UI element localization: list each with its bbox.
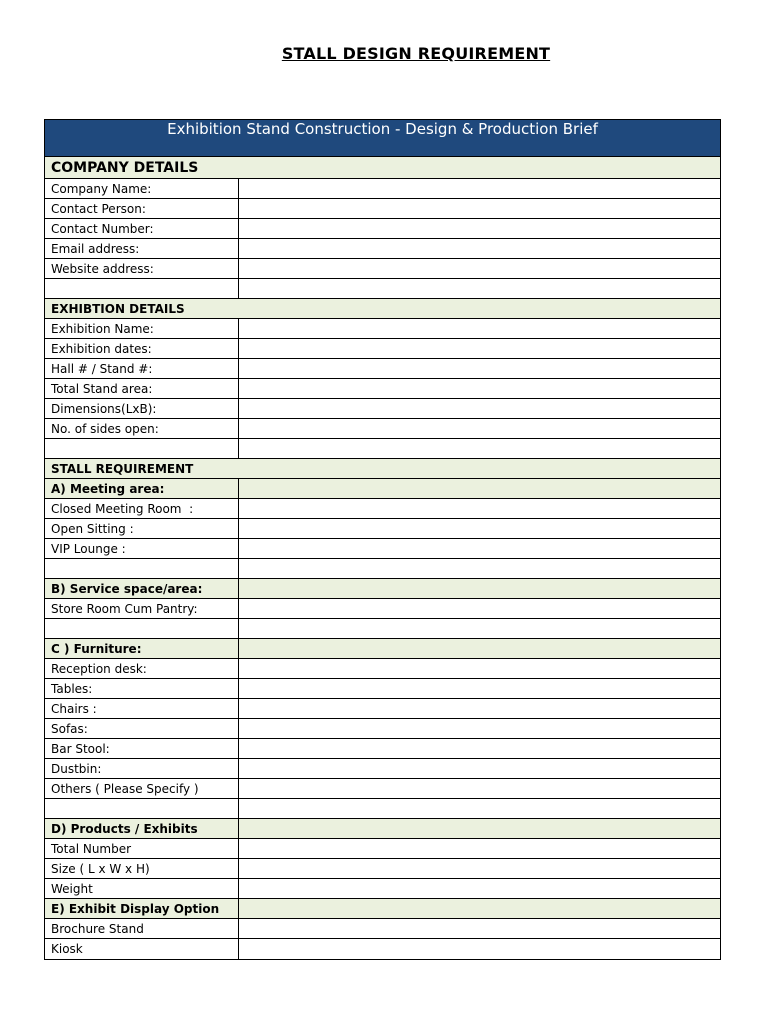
field-label: Closed Meeting Room :: [45, 499, 239, 518]
field-value-cell[interactable]: [239, 339, 720, 358]
field-value-cell[interactable]: [239, 359, 720, 378]
document-title: STALL DESIGN REQUIREMENT: [281, 44, 551, 63]
field-value-cell[interactable]: [239, 919, 720, 938]
field-label: Website address:: [45, 259, 239, 278]
form-field-row: [45, 359, 720, 379]
field-label: Tables:: [45, 679, 239, 698]
field-label: [45, 619, 239, 638]
form-field-row: [45, 659, 720, 679]
field-label: [45, 279, 239, 298]
form-rows: [45, 157, 720, 959]
form-field-row: [45, 379, 720, 399]
field-value-cell: [239, 819, 720, 838]
form-field-row: [45, 799, 720, 819]
field-value-cell[interactable]: [239, 619, 720, 638]
form-field-row: [45, 279, 720, 299]
field-value-cell[interactable]: [239, 499, 720, 518]
field-label: Sofas:: [45, 719, 239, 738]
field-value-cell[interactable]: [239, 279, 720, 298]
section-header-row: [45, 819, 720, 839]
section-heading: STALL REQUIREMENT: [51, 461, 194, 476]
form-field-row: [45, 839, 720, 859]
section-header-row: [45, 459, 720, 479]
field-value-cell[interactable]: [239, 559, 720, 578]
section-header-row: [45, 157, 720, 179]
form-field-row: [45, 179, 720, 199]
field-value-cell[interactable]: [239, 259, 720, 278]
field-value-cell[interactable]: [239, 779, 720, 798]
field-value-cell[interactable]: [239, 439, 720, 458]
form-field-row: [45, 919, 720, 939]
field-value-cell[interactable]: [239, 379, 720, 398]
section-header-row: [45, 579, 720, 599]
field-value-cell[interactable]: [239, 719, 720, 738]
field-label: Weight: [45, 879, 239, 898]
form-field-row: [45, 739, 720, 759]
section-heading: B) Service space/area:: [45, 579, 239, 598]
field-label: Total Stand area:: [45, 379, 239, 398]
section-header-row: [45, 479, 720, 499]
field-label: Dustbin:: [45, 759, 239, 778]
field-value-cell: [239, 579, 720, 598]
field-label: Brochure Stand: [45, 919, 239, 938]
field-value-cell: [239, 899, 720, 918]
field-value-cell[interactable]: [239, 399, 720, 418]
field-value-cell[interactable]: [239, 179, 720, 198]
form-field-row: [45, 779, 720, 799]
field-value-cell[interactable]: [239, 659, 720, 678]
form-field-row: [45, 219, 720, 239]
field-value-cell: [239, 639, 720, 658]
field-label: Contact Number:: [45, 219, 239, 238]
field-value-cell[interactable]: [239, 759, 720, 778]
form-field-row: [45, 419, 720, 439]
form-field-row: [45, 239, 720, 259]
form-field-row: [45, 879, 720, 899]
form-field-row: [45, 859, 720, 879]
field-value-cell[interactable]: [239, 519, 720, 538]
field-value-cell[interactable]: [239, 859, 720, 878]
form-field-row: [45, 259, 720, 279]
form-field-row: [45, 719, 720, 739]
form-field-row: [45, 539, 720, 559]
form-field-row: [45, 559, 720, 579]
field-value-cell[interactable]: [239, 219, 720, 238]
section-heading: COMPANY DETAILS: [51, 159, 199, 176]
field-label: Open Sitting :: [45, 519, 239, 538]
field-label: Hall # / Stand #:: [45, 359, 239, 378]
field-label: [45, 439, 239, 458]
field-label: Company Name:: [45, 179, 239, 198]
form-field-row: [45, 499, 720, 519]
field-value-cell[interactable]: [239, 239, 720, 258]
field-value-cell[interactable]: [239, 839, 720, 858]
form-field-row: [45, 699, 720, 719]
field-value-cell[interactable]: [239, 419, 720, 438]
section-header-row: [45, 639, 720, 659]
field-value-cell[interactable]: [239, 539, 720, 558]
field-label: Size ( L x W x H): [45, 859, 239, 878]
form-field-row: [45, 319, 720, 339]
section-heading: D) Products / Exhibits: [45, 819, 239, 838]
field-label: Email address:: [45, 239, 239, 258]
form-field-row: [45, 759, 720, 779]
form-field-row: [45, 519, 720, 539]
section-heading: E) Exhibit Display Option: [45, 899, 239, 918]
field-label: [45, 559, 239, 578]
field-label: Kiosk: [45, 939, 239, 959]
field-value-cell[interactable]: [239, 939, 720, 959]
form-field-row: [45, 619, 720, 639]
form-field-row: [45, 679, 720, 699]
field-label: Chairs :: [45, 699, 239, 718]
field-value-cell[interactable]: [239, 699, 720, 718]
form-field-row: [45, 399, 720, 419]
section-heading: C ) Furniture:: [45, 639, 239, 658]
field-label: Total Number: [45, 839, 239, 858]
requirement-form: [44, 119, 721, 960]
field-label: Contact Person:: [45, 199, 239, 218]
field-value-cell[interactable]: [239, 599, 720, 618]
field-label: Others ( Please Specify ): [45, 779, 239, 798]
field-value-cell[interactable]: [239, 879, 720, 898]
section-heading: A) Meeting area:: [45, 479, 239, 498]
field-value-cell[interactable]: [239, 799, 720, 818]
field-value-cell[interactable]: [239, 679, 720, 698]
field-value-cell[interactable]: [239, 319, 720, 338]
field-label: Exhibition dates:: [45, 339, 239, 358]
field-value-cell[interactable]: [239, 739, 720, 758]
field-label: [45, 799, 239, 818]
field-label: VIP Lounge :: [45, 539, 239, 558]
form-field-row: [45, 599, 720, 619]
form-field-row: [45, 939, 720, 959]
form-field-row: [45, 439, 720, 459]
section-heading: EXHIBTION DETAILS: [51, 301, 185, 316]
field-label: Reception desk:: [45, 659, 239, 678]
field-value-cell: [239, 479, 720, 498]
form-field-row: [45, 199, 720, 219]
field-label: No. of sides open:: [45, 419, 239, 438]
field-value-cell[interactable]: [239, 199, 720, 218]
form-field-row: [45, 339, 720, 359]
field-label: Store Room Cum Pantry:: [45, 599, 239, 618]
section-header-row: [45, 899, 720, 919]
field-label: Bar Stool:: [45, 739, 239, 758]
section-header-row: [45, 299, 720, 319]
form-banner: Exhibition Stand Construction - Design & Production Brief: [45, 120, 720, 157]
field-label: Exhibition Name:: [45, 319, 239, 338]
field-label: Dimensions(LxB):: [45, 399, 239, 418]
